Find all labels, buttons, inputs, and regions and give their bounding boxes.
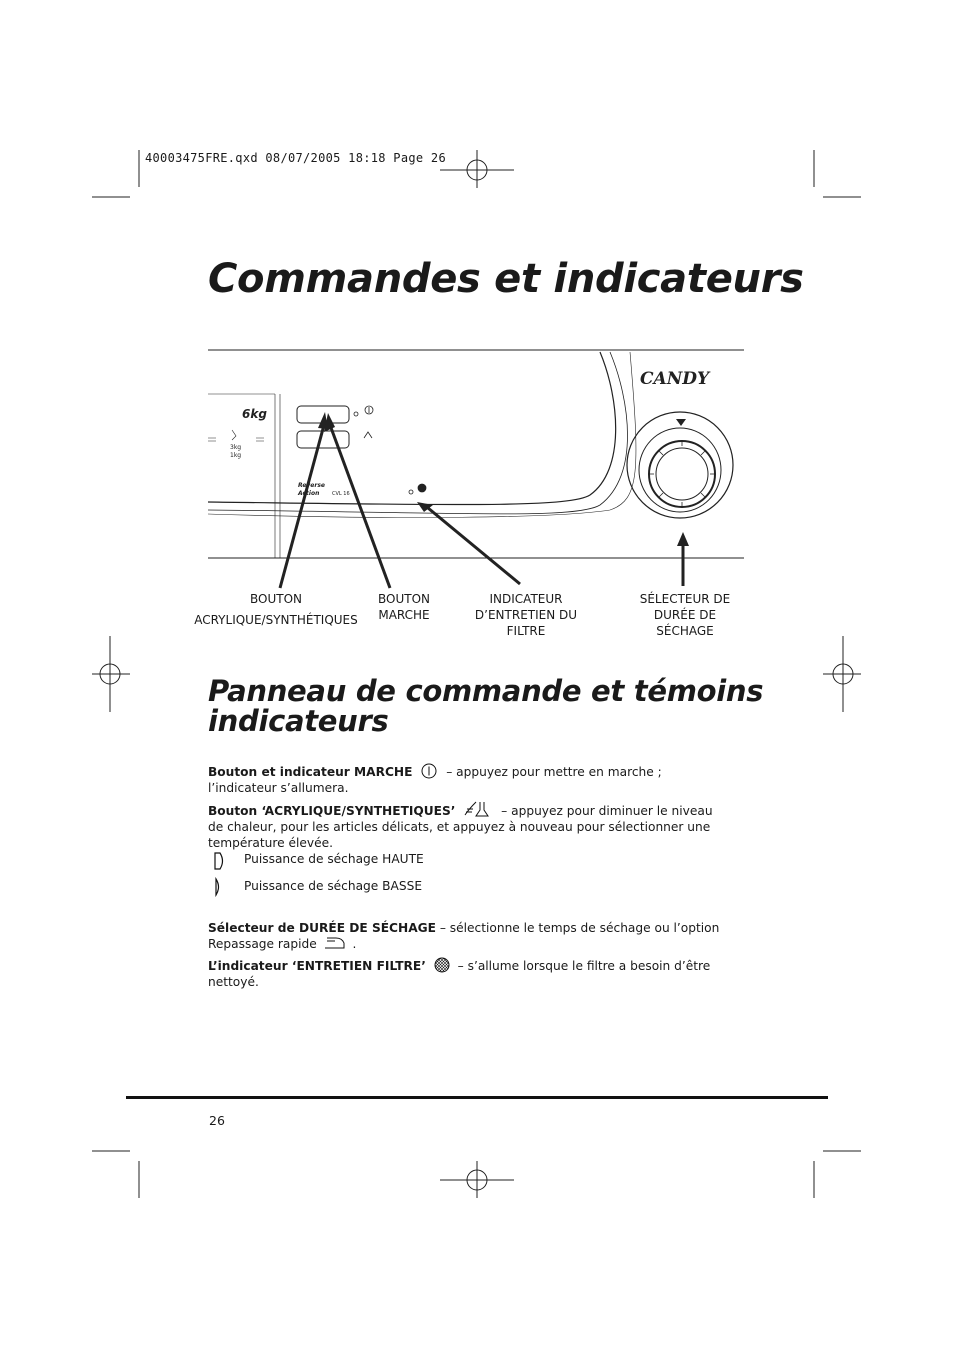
- label-line: SÉCHAGE: [656, 624, 714, 638]
- registration-mark-icon: [440, 1161, 514, 1198]
- panel-small-text: 3kg: [230, 444, 242, 451]
- high-heat-label: Puissance de séchage HAUTE: [244, 852, 424, 866]
- label-line: ACRYLIQUE/SYNTHÉTIQUES: [194, 613, 358, 627]
- paragraph-text: – appuyez pour diminuer le niveau de chaleur, pour les articles délicats, et appuyez à nouveau pour sélectionner une température élevée.: [208, 804, 713, 850]
- synthetic-icon: [364, 432, 372, 438]
- paragraph-bold: Bouton ‘ACRYLIQUE/SYNTHETIQUES’: [208, 804, 456, 818]
- paragraph-text: – appuyez pour mettre en marche ; l’indicateur s’allumera.: [208, 765, 662, 795]
- label-line: DURÉE DE: [653, 608, 717, 622]
- label-line: SÉLECTEUR DE: [639, 592, 731, 606]
- brand-logo: CANDY: [640, 369, 710, 389]
- paragraph-text: – s’allume lorsque le filtre a besoin d’être nettoyé.: [208, 959, 711, 989]
- filter-icon: [433, 957, 451, 973]
- paragraph-acrylic-button: [208, 800, 728, 851]
- print-slug: 40003475FRE.qxd 08/07/2005 18:18 Page 26: [145, 151, 446, 165]
- control-panel-illustration: [0, 0, 954, 660]
- capacity-label: 6kg: [242, 407, 267, 421]
- label-filter-indicator: [466, 591, 586, 639]
- paragraph-text: .: [352, 937, 357, 951]
- label-line: INDICATEUR: [489, 592, 563, 606]
- page-title: Commandes et indicateurs: [208, 256, 804, 302]
- paragraph-bold: Sélecteur de DURÉE DE SÉCHAGE: [208, 921, 436, 935]
- paragraph-text: – sélectionne le temps de séchage ou l’option Repassage rapide: [208, 921, 720, 951]
- page-number: 26: [209, 1113, 225, 1128]
- label-on-button: [366, 591, 442, 623]
- high-heat-icon: [213, 851, 227, 871]
- iron-icon: [324, 936, 346, 950]
- paragraph-bold: Bouton et indicateur MARCHE: [208, 765, 413, 779]
- synthetic-icon: [463, 800, 493, 818]
- panel-small-text: 1kg: [230, 452, 242, 459]
- panel-small-text: Action: [298, 490, 320, 497]
- footer-rule: [126, 1096, 828, 1099]
- paragraph-filter-indicator: [208, 957, 748, 990]
- label-line: D’ENTRETIEN DU: [474, 608, 578, 622]
- section-title: Panneau de commande et témoins indicateurs: [208, 674, 764, 738]
- panel-small-text: Reverse: [298, 482, 325, 489]
- label-line: FILTRE: [506, 624, 546, 638]
- low-heat-label: Puissance de séchage BASSE: [244, 879, 423, 893]
- label-line: BOUTON: [377, 592, 430, 606]
- paragraph-on-button: [208, 763, 728, 796]
- label-acrylic-button: [190, 591, 362, 628]
- label-line: BOUTON: [249, 592, 302, 606]
- low-heat-icon: [213, 877, 227, 897]
- label-timer-selector: [632, 591, 738, 639]
- power-icon: [420, 763, 438, 779]
- paragraph-timer-selector: [208, 920, 728, 952]
- panel-small-text: CVL 16: [332, 491, 350, 497]
- paragraph-bold: L’indicateur ‘ENTRETIEN FILTRE’: [208, 959, 426, 973]
- label-line: MARCHE: [378, 608, 430, 622]
